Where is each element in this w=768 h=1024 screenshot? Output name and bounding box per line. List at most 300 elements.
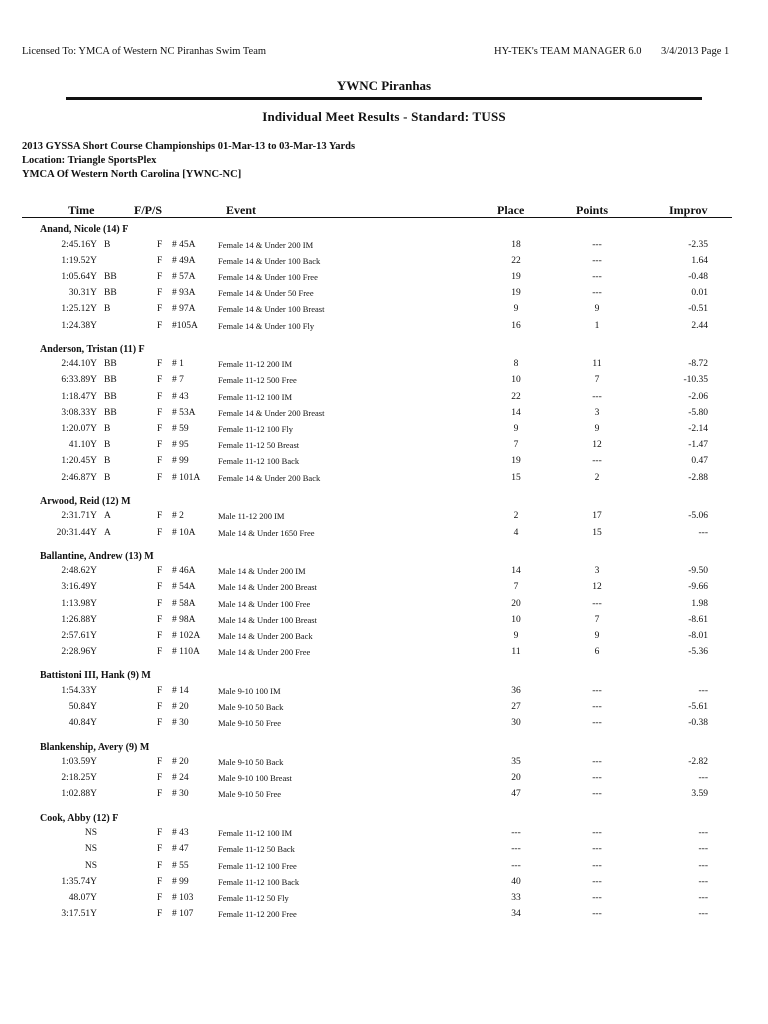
result-event-name: Male 9-10 50 Back (218, 702, 284, 713)
result-row (0, 321, 768, 335)
result-time: 2:48.62Y (61, 566, 97, 577)
result-fps: F (157, 271, 163, 282)
result-place: 35 (511, 757, 521, 767)
result-event-number: # 93A (172, 288, 196, 299)
result-row (0, 582, 768, 596)
result-improvement: 0.47 (691, 456, 708, 467)
result-points: --- (592, 909, 602, 920)
result-fps: F (157, 424, 163, 434)
result-improvement: -2.14 (688, 424, 708, 434)
result-event-name: Female 11-12 100 Free (218, 860, 297, 871)
result-fps: F (157, 527, 163, 538)
col-event: Event (226, 203, 256, 217)
result-event-number: # 57A (172, 271, 196, 282)
result-points: --- (592, 757, 602, 767)
result-row (0, 272, 768, 286)
result-time: 1:20.45Y (61, 456, 97, 467)
result-standard: B (104, 456, 111, 467)
result-standard: B (104, 440, 111, 451)
result-event-number: # 99 (172, 876, 189, 887)
result-event-name: Male 14 & Under 200 Free (218, 647, 311, 658)
result-standard: B (104, 304, 111, 315)
result-place: 33 (511, 892, 521, 903)
result-event-number: # 46A (172, 566, 196, 577)
result-time: 1:24.38Y (61, 320, 97, 331)
result-event-number: # 49A (172, 255, 196, 266)
result-row (0, 424, 768, 438)
result-fps: F (157, 789, 163, 800)
result-event-name: Male 11-12 200 IM (218, 511, 285, 522)
result-event-name: Male 9-10 50 Free (218, 718, 282, 729)
result-points: --- (592, 828, 602, 839)
result-time: 20:31.44Y (56, 527, 97, 538)
result-place: 9 (513, 631, 519, 641)
result-place: 20 (511, 598, 521, 609)
result-place: 19 (511, 271, 521, 282)
result-improvement: --- (698, 892, 708, 903)
result-time: 30.31Y (68, 288, 97, 299)
result-points: --- (592, 685, 602, 696)
result-points: 6 (594, 647, 600, 658)
result-improvement: -8.01 (688, 631, 708, 641)
result-row (0, 375, 768, 389)
result-event-number: # 59 (172, 424, 189, 434)
result-event-name: Female 11-12 50 Fly (218, 892, 289, 903)
result-place: 40 (511, 876, 521, 887)
result-points: --- (592, 288, 602, 299)
result-points: --- (592, 876, 602, 887)
result-fps: F (157, 566, 163, 577)
result-row (0, 288, 768, 302)
result-event-name: Male 14 & Under 200 Back (218, 631, 313, 641)
license-text: Licensed To: YMCA of Western NC Piranhas Swim Team (22, 46, 267, 57)
result-event-name: Male 9-10 100 IM (218, 685, 281, 696)
result-time: 1:03.59Y (61, 757, 97, 767)
result-improvement: -9.50 (688, 566, 708, 577)
result-fps: F (157, 320, 163, 331)
swimmer-name: Cook, Abby (12) F (40, 812, 119, 824)
result-event-number: # 20 (172, 757, 189, 767)
result-improvement: -2.82 (688, 757, 708, 767)
result-fps: F (157, 304, 163, 315)
result-improvement: -10.35 (683, 375, 708, 386)
result-standard: BB (104, 288, 117, 299)
result-place: --- (511, 828, 521, 839)
result-standard: B (104, 472, 111, 483)
swimmer-name: Anderson, Tristan (11) F (40, 343, 145, 355)
result-event-name: Female 14 & Under 100 Free (218, 271, 318, 282)
result-fps: F (157, 472, 163, 483)
swimmer-name: Battistoni III, Hank (9) M (40, 670, 151, 682)
result-improvement: 1.64 (691, 255, 708, 266)
result-place: 22 (511, 391, 521, 402)
result-improvement: -1.47 (688, 440, 708, 451)
result-event-number: # 14 (172, 685, 189, 696)
result-place: 15 (511, 472, 521, 483)
result-improvement: --- (698, 909, 708, 920)
result-event-name: Male 14 & Under 1650 Free (218, 527, 315, 538)
result-event-name: Female 14 & Under 200 Back (218, 472, 321, 483)
result-improvement: --- (698, 685, 708, 696)
result-place: 9 (513, 424, 519, 434)
swimmer-name: Arwood, Reid (12) M (40, 495, 131, 507)
result-fps: F (157, 718, 163, 729)
result-event-name: Female 14 & Under 200 IM (218, 239, 314, 250)
result-event-name: Female 11-12 200 IM (218, 359, 293, 370)
result-fps: F (157, 702, 163, 713)
result-event-name: Male 9-10 50 Back (218, 757, 284, 767)
result-time: NS (84, 860, 97, 871)
result-points: --- (592, 702, 602, 713)
result-time: 1:25.12Y (61, 304, 97, 315)
result-row (0, 511, 768, 525)
result-event-number: # 58A (172, 598, 196, 609)
result-event-number: # 24 (172, 773, 189, 784)
result-fps: F (157, 440, 163, 451)
result-place: 47 (511, 789, 521, 800)
result-fps: F (157, 892, 163, 903)
result-row (0, 861, 768, 875)
result-time: 1:35.74Y (61, 876, 97, 887)
col-time: Time (68, 203, 95, 217)
result-points: 7 (594, 375, 600, 386)
result-improvement: -5.06 (688, 511, 708, 522)
result-place: 20 (511, 773, 521, 784)
result-event-number: # 97A (172, 304, 196, 315)
result-event-number: #105A (172, 320, 198, 331)
software-text: HY-TEK's TEAM MANAGER 6.0 (494, 46, 642, 57)
result-event-name: Female 14 & Under 200 Breast (218, 407, 325, 418)
result-event-number: # 43 (172, 391, 189, 402)
result-improvement: -0.38 (688, 718, 708, 729)
result-fps: F (157, 239, 163, 250)
result-row (0, 408, 768, 422)
result-fps: F (157, 598, 163, 609)
result-time: 2:45.16Y (61, 239, 97, 250)
result-place: --- (511, 860, 521, 871)
result-event-name: Female 14 & Under 100 Fly (218, 320, 315, 331)
result-place: 18 (511, 239, 521, 250)
result-event-name: Female 11-12 100 Fly (218, 424, 293, 434)
result-row (0, 528, 768, 542)
result-row (0, 877, 768, 891)
result-event-number: # 107 (172, 909, 194, 920)
result-points: 9 (594, 631, 600, 641)
result-fps: F (157, 757, 163, 767)
result-event-number: # 102A (172, 631, 201, 641)
result-points: --- (592, 598, 602, 609)
result-event-name: Female 11-12 500 Free (218, 375, 297, 386)
result-place: 36 (511, 685, 521, 696)
result-improvement: --- (698, 876, 708, 887)
result-time: 1:13.98Y (61, 598, 97, 609)
result-fps: F (157, 614, 163, 625)
result-improvement: -5.61 (688, 702, 708, 713)
result-row (0, 473, 768, 487)
result-improvement: -8.61 (688, 614, 708, 625)
result-fps: F (157, 582, 163, 593)
result-event-name: Female 11-12 100 Back (218, 876, 300, 887)
result-event-name: Female 11-12 100 IM (218, 391, 293, 402)
result-place: 27 (511, 702, 521, 713)
result-points: 9 (594, 304, 600, 315)
result-fps: F (157, 876, 163, 887)
result-place: 14 (511, 407, 521, 418)
result-event-name: Female 11-12 50 Back (218, 844, 295, 855)
result-time: 1:19.52Y (61, 255, 97, 266)
result-event-name: Female 11-12 50 Breast (218, 440, 300, 451)
result-event-number: # 95 (172, 440, 189, 451)
result-row (0, 647, 768, 661)
result-improvement: -0.48 (688, 271, 708, 282)
result-event-number: # 10A (172, 527, 196, 538)
result-place: 9 (513, 304, 519, 315)
result-time: 3:08.33Y (61, 407, 97, 418)
result-place: 8 (513, 359, 519, 370)
result-event-number: # 47 (172, 844, 189, 855)
result-points: 12 (592, 582, 602, 593)
result-fps: F (157, 456, 163, 467)
result-event-number: # 2 (172, 511, 184, 522)
result-time: 2:46.87Y (61, 472, 97, 483)
result-event-name: Female 11-12 100 IM (218, 828, 293, 839)
swimmer-name: Anand, Nicole (14) F (40, 224, 129, 235)
result-improvement: 0.01 (691, 288, 708, 299)
result-row (0, 686, 768, 700)
result-row (0, 757, 768, 771)
result-place: 22 (511, 255, 521, 266)
result-event-number: # 30 (172, 718, 189, 729)
result-row (0, 456, 768, 470)
result-standard: BB (104, 271, 117, 282)
result-standard: A (104, 511, 111, 522)
result-fps: F (157, 860, 163, 871)
meet-name: 2013 GYSSA Short Course Championships 01-Mar-13 to 03-Mar-13 Yards (22, 141, 356, 152)
result-fps: F (157, 844, 163, 855)
result-event-number: # 1 (172, 359, 184, 370)
result-time: 1:54.33Y (61, 685, 97, 696)
result-time: 1:18.47Y (61, 391, 97, 402)
result-row (0, 359, 768, 373)
result-place: 7 (513, 440, 519, 451)
result-event-number: # 110A (172, 647, 200, 658)
result-row (0, 828, 768, 842)
result-improvement: -2.06 (688, 391, 708, 402)
result-points: --- (592, 456, 602, 467)
result-points: 1 (594, 320, 600, 331)
result-event-name: Male 9-10 50 Free (218, 789, 282, 800)
result-standard: A (104, 527, 111, 538)
result-time: NS (84, 844, 97, 855)
result-standard: B (104, 424, 111, 434)
result-fps: F (157, 647, 163, 658)
result-event-name: Female 14 & Under 50 Free (218, 288, 314, 299)
result-time: 3:17.51Y (61, 909, 97, 920)
result-points: --- (592, 844, 602, 855)
result-standard: BB (104, 391, 117, 402)
result-row (0, 718, 768, 732)
result-improvement: --- (698, 527, 708, 538)
result-points: --- (592, 789, 602, 800)
result-improvement: -2.88 (688, 472, 708, 483)
result-event-name: Male 9-10 100 Breast (218, 773, 292, 784)
date-page-text: 3/4/2013 Page 1 (661, 46, 730, 57)
result-fps: F (157, 631, 163, 641)
result-event-name: Female 11-12 200 Free (218, 909, 297, 920)
result-points: --- (592, 255, 602, 266)
result-points: 9 (594, 424, 600, 434)
result-place: 34 (511, 909, 521, 920)
result-event-number: # 53A (172, 407, 196, 418)
result-time: 48.07Y (68, 892, 97, 903)
result-row (0, 615, 768, 629)
result-event-name: Female 11-12 100 Back (218, 456, 300, 467)
result-event-number: # 7 (172, 375, 184, 386)
result-row (0, 909, 768, 923)
result-points: 3 (594, 566, 600, 577)
result-row (0, 240, 768, 254)
result-row (0, 256, 768, 270)
col-points: Points (576, 203, 609, 217)
result-time: 1:02.88Y (61, 789, 97, 800)
result-row (0, 440, 768, 454)
result-improvement: -8.72 (688, 359, 708, 370)
result-event-number: # 101A (172, 472, 201, 483)
header-rule (66, 97, 702, 100)
result-standard: BB (104, 375, 117, 386)
result-row (0, 702, 768, 716)
result-improvement: --- (698, 844, 708, 855)
result-place: 16 (511, 320, 521, 331)
result-points: --- (592, 892, 602, 903)
result-points: --- (592, 773, 602, 784)
result-time: 1:05.64Y (61, 271, 97, 282)
result-improvement: -5.80 (688, 407, 708, 418)
result-row (0, 566, 768, 580)
result-time: 2:31.71Y (61, 511, 97, 522)
report-title: Individual Meet Results - Standard: TUSS (262, 109, 506, 124)
swimmer-name: Ballantine, Andrew (13) M (40, 550, 154, 562)
result-event-number: # 54A (172, 582, 196, 593)
result-row (0, 773, 768, 787)
col-fps: F/P/S (134, 203, 163, 217)
result-time: NS (84, 828, 97, 839)
result-improvement: --- (698, 773, 708, 784)
result-fps: F (157, 773, 163, 784)
result-place: 30 (511, 718, 521, 729)
result-place: 2 (513, 511, 519, 522)
result-points: 11 (592, 359, 602, 370)
result-time: 6:33.89Y (61, 375, 97, 386)
result-improvement: -2.35 (688, 239, 708, 250)
result-standard: B (104, 239, 111, 250)
result-event-number: # 98A (172, 614, 196, 625)
result-event-name: Female 14 & Under 100 Back (218, 255, 321, 266)
result-fps: F (157, 391, 163, 402)
result-fps: F (157, 359, 163, 370)
col-place: Place (497, 203, 525, 217)
meet-location: Location: Triangle SportsPlex (22, 155, 157, 166)
result-fps: F (157, 407, 163, 418)
result-place: 10 (511, 375, 521, 386)
result-improvement: 2.44 (691, 320, 708, 331)
result-place: 4 (513, 527, 519, 538)
result-event-name: Male 14 & Under 200 IM (218, 566, 306, 577)
result-fps: F (157, 375, 163, 386)
result-row (0, 844, 768, 858)
result-event-number: # 30 (172, 789, 189, 800)
result-points: 3 (594, 407, 600, 418)
result-improvement: --- (698, 828, 708, 839)
result-fps: F (157, 288, 163, 299)
result-place: 19 (511, 456, 521, 467)
col-improv: Improv (669, 203, 708, 217)
result-place: --- (511, 844, 521, 855)
result-points: --- (592, 239, 602, 250)
swimmer-name: Blankenship, Avery (9) M (40, 741, 150, 753)
result-fps: F (157, 511, 163, 522)
result-place: 14 (511, 566, 521, 577)
result-points: 12 (592, 440, 602, 451)
result-event-number: # 45A (172, 239, 196, 250)
result-standard: BB (104, 407, 117, 418)
result-time: 50.84Y (68, 702, 97, 713)
result-place: 10 (511, 614, 521, 625)
result-fps: F (157, 828, 163, 839)
result-improvement: 1.98 (691, 598, 708, 609)
result-time: 2:44.10Y (61, 359, 97, 370)
result-points: 2 (594, 472, 600, 483)
result-time: 40.84Y (68, 718, 97, 729)
result-improvement: -5.36 (688, 647, 708, 658)
result-improvement: 3.59 (691, 789, 708, 800)
result-improvement: --- (698, 860, 708, 871)
result-place: 19 (511, 288, 521, 299)
result-points: 7 (594, 614, 600, 625)
result-event-number: # 55 (172, 860, 189, 871)
result-event-number: # 20 (172, 702, 189, 713)
result-points: 15 (592, 527, 602, 538)
result-row (0, 789, 768, 803)
result-row (0, 631, 768, 645)
result-fps: F (157, 685, 163, 696)
result-fps: F (157, 909, 163, 920)
result-row (0, 893, 768, 907)
result-row (0, 392, 768, 406)
result-place: 7 (513, 582, 519, 593)
result-row (0, 304, 768, 318)
result-event-name: Male 14 & Under 100 Breast (218, 614, 317, 625)
result-event-number: # 103 (172, 892, 194, 903)
result-points: --- (592, 860, 602, 871)
result-points: --- (592, 391, 602, 402)
result-time: 3:16.49Y (61, 582, 97, 593)
result-fps: F (157, 255, 163, 266)
team-name: YMCA Of Western North Carolina [YWNC-NC] (22, 169, 242, 180)
result-row (0, 599, 768, 613)
result-time: 2:18.25Y (61, 773, 97, 784)
result-time: 2:28.96Y (61, 647, 97, 658)
result-points: --- (592, 271, 602, 282)
result-standard: BB (104, 359, 117, 370)
result-event-name: Male 14 & Under 200 Breast (218, 582, 317, 593)
result-event-number: # 99 (172, 456, 189, 467)
result-improvement: -0.51 (688, 304, 708, 315)
result-time: 1:26.88Y (61, 614, 97, 625)
result-time: 1:20.07Y (61, 424, 97, 434)
result-time: 41.10Y (68, 440, 97, 451)
result-improvement: -9.66 (688, 582, 708, 593)
